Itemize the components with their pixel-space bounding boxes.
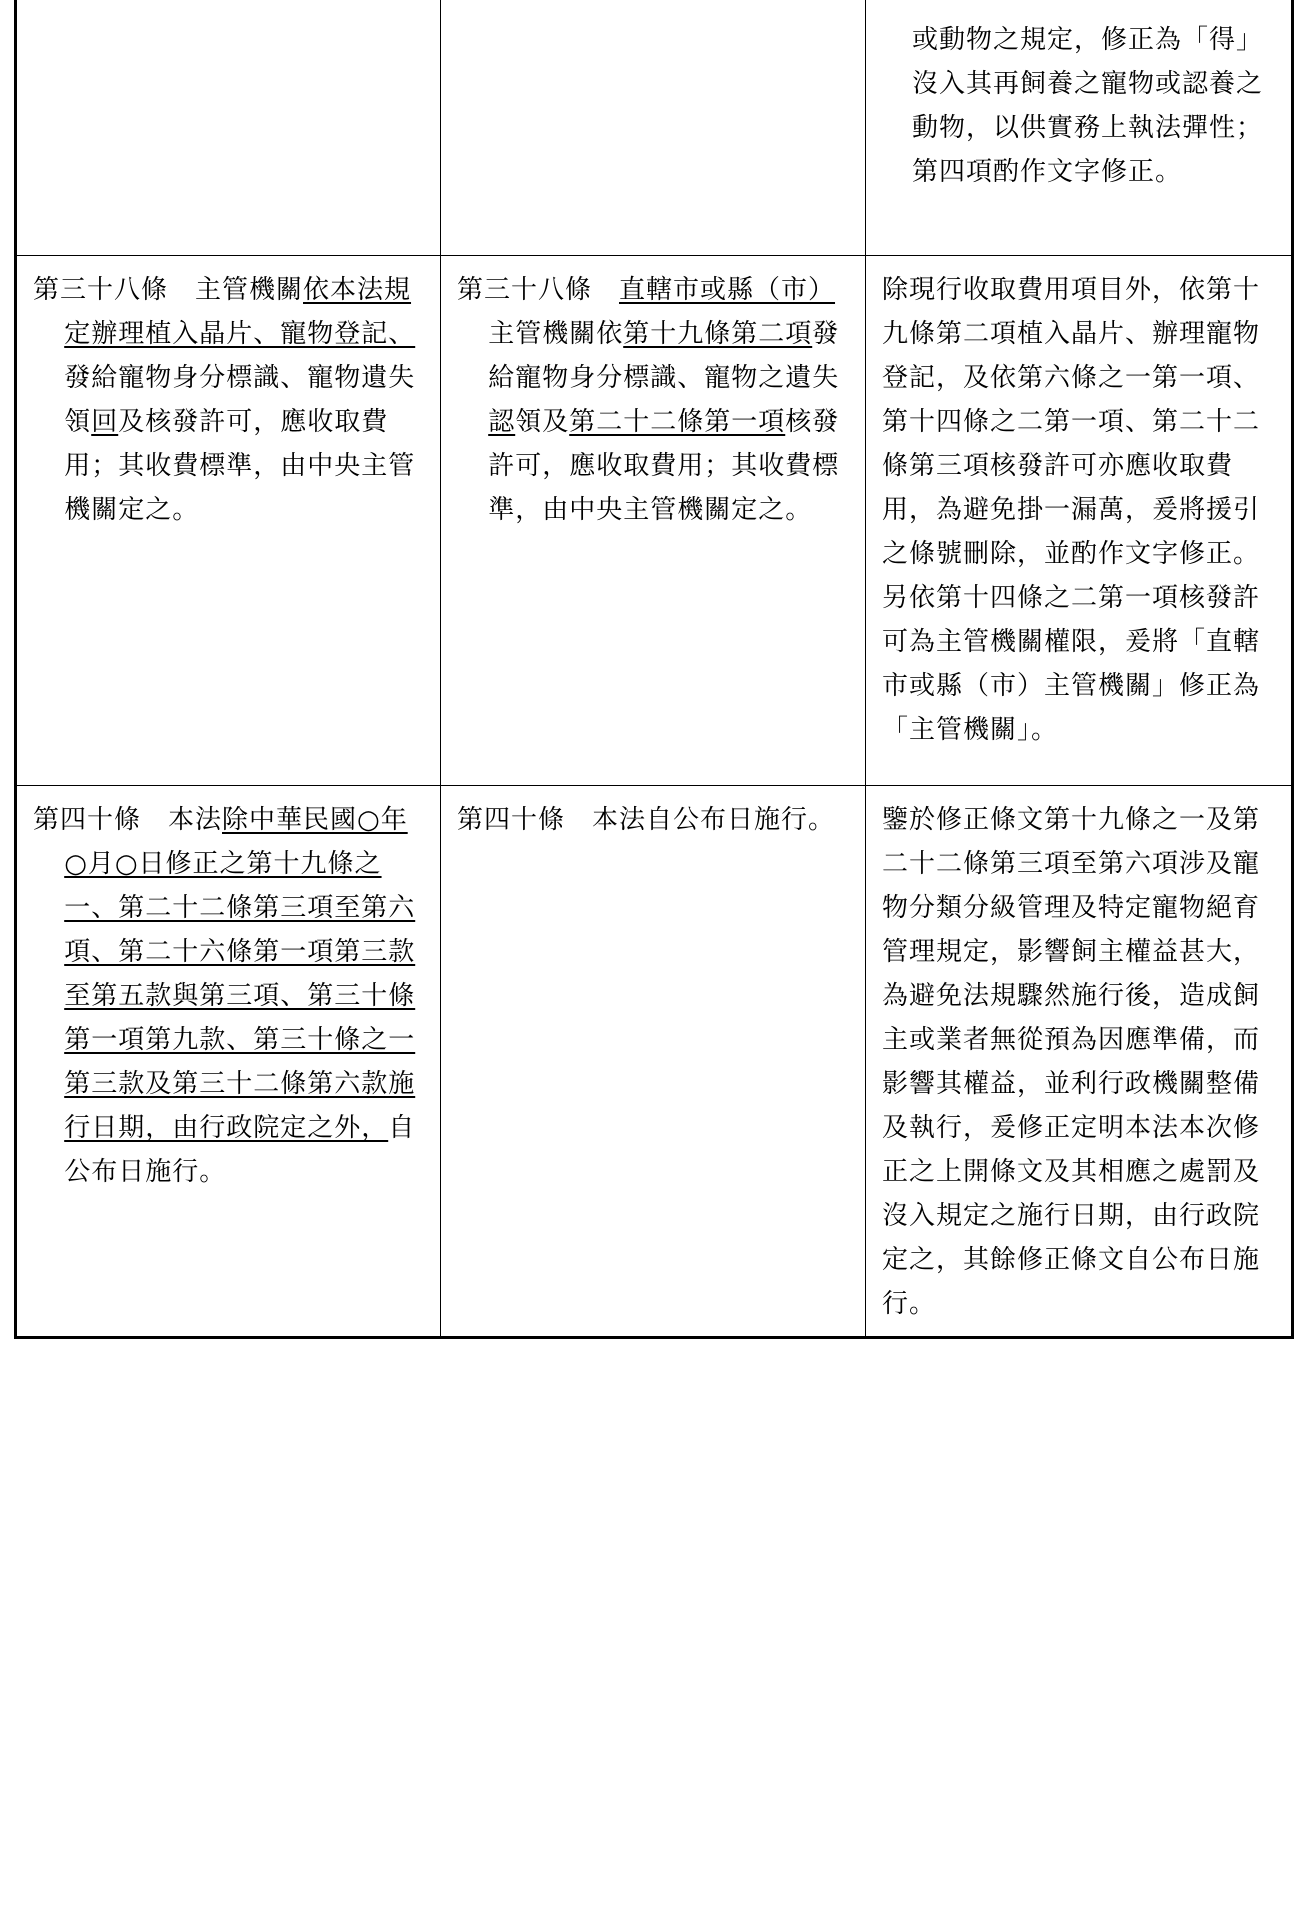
clause-text: 核發許可，應收取費用；其收費標準，由中央主管機關定之。 <box>488 406 840 525</box>
clause-text: 發給寵物身分標識、寵物遺失領 <box>64 362 416 437</box>
clause-text: 自公布日施行。 <box>64 1112 416 1187</box>
table-row <box>16 785 1293 1337</box>
current-cell <box>441 0 866 255</box>
amended-text-underlined: 依本法規定辦理植入晶片、寵物登記、 <box>64 274 416 349</box>
current-cell <box>441 785 866 1337</box>
table-row <box>16 255 1293 785</box>
table-row <box>16 0 1293 255</box>
amended-cell <box>16 785 441 1337</box>
amended-text-underlined: 回 <box>91 406 119 437</box>
clause-text: 領及 <box>515 406 570 437</box>
clause-text: 主管機關依 <box>488 318 624 349</box>
current-cell <box>441 255 866 785</box>
amended-cell <box>16 0 441 255</box>
amended-text-underlined: 第二十二條第一項 <box>569 406 786 437</box>
clause-text: 第四十條 本法自公布日施行。 <box>457 804 836 835</box>
clause-text: 除現行收取費用項目外，依第十九條第二項植入晶片、辦理寵物登記，及依第六條之一第一項、第十四條之二第一項、第二十二條第三項核發許可亦應收取費用，為避免掛一漏萬，爰將援引之條號刪除，並酌作文字修正。另依第十四條之二第一項核發許可為主管機關權限，爰將「直轄市或縣（市）主管機關」修正為「主管機關」。 <box>882 274 1261 745</box>
amended-text-underlined: 第十九條第二項 <box>623 318 813 349</box>
clause-text: 發給寵物身分標識、寵物之遺失 <box>488 318 840 393</box>
explanation-cell <box>866 0 1293 255</box>
amended-text-underlined: 認 <box>488 406 516 437</box>
clause-text: 鑒於修正條文第十九條之一及第二十二條第三項至第六項涉及寵物分類分級管理及特定寵物絕育管理規定，影響飼主權益甚大，為避免法規驟然施行後，造成飼主或業者無從預為因應準備，而影響其權益，並利行政機關整備及執行，爰修正定明本法本次修正之上開條文及其相應之處罰及沒入規定之施行日期，由行政院定之，其餘修正條文自公布日施行。 <box>882 804 1261 1319</box>
explanation-cell <box>866 785 1293 1337</box>
explanation-cell <box>866 255 1293 785</box>
clause-text: 或動物之規定，修正為「得」沒入其再飼養之寵物或認養之動物，以供實務上執法彈性；第四項酌作文字修正。 <box>912 25 1264 187</box>
comparison-table <box>14 0 1294 1339</box>
clause-text: 第三十八條 <box>457 274 620 305</box>
clause-text: 及核發許可，應收取費用；其收費標準，由中央主管機關定之。 <box>64 406 416 525</box>
amended-text-underlined: 直轄市或縣（市） <box>619 274 836 305</box>
amended-text-underlined: 除中華民國○年○月○日修正之第十九條之一、第二十二條第三項至第六項、第二十六條第一項第三款至第五款與第三項、第三十條第一項第九款、第三十條之一第三款及第三十二條第六款施行日期，由行政院定之外， <box>64 804 416 1143</box>
clause-text: 第三十八條 主管機關 <box>33 274 304 305</box>
amended-cell <box>16 255 441 785</box>
clause-text: 第四十條 本法 <box>33 804 223 835</box>
